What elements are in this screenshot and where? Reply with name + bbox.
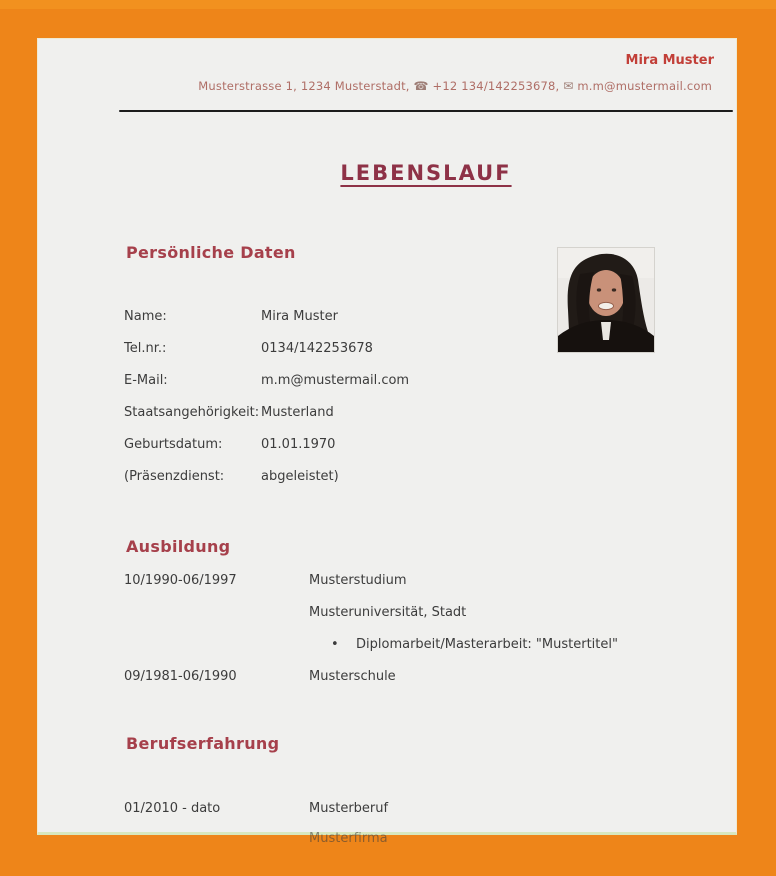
field-label: Geburtsdatum: bbox=[124, 437, 223, 452]
experience-company-clipped: Musterfirma bbox=[309, 831, 388, 846]
phone-icon: ☎ bbox=[413, 79, 429, 93]
personal-row-military-service bbox=[124, 469, 554, 501]
contact-email: m.m@mustermail.com bbox=[577, 79, 712, 93]
education-period: 10/1990-06/1997 bbox=[124, 573, 237, 588]
experience-period: 01/2010 - dato bbox=[124, 801, 221, 816]
personal-row-nationality bbox=[124, 405, 554, 437]
photo-right-eye bbox=[612, 288, 616, 291]
field-value: m.m@mustermail.com bbox=[261, 373, 410, 388]
field-value: Musterland bbox=[261, 405, 334, 420]
portrait-photo bbox=[557, 247, 655, 353]
personal-row-email bbox=[124, 373, 554, 405]
education-bullet-item bbox=[331, 637, 618, 652]
field-label: Name: bbox=[124, 309, 167, 324]
field-label: E-Mail: bbox=[124, 373, 168, 388]
orange-frame-top bbox=[0, 0, 776, 9]
field-value: abgeleistet) bbox=[261, 469, 339, 484]
field-label: Tel.nr.: bbox=[124, 341, 167, 356]
field-value: Mira Muster bbox=[261, 309, 338, 324]
cv-page bbox=[37, 38, 737, 846]
header-divider-line bbox=[119, 110, 733, 112]
header-contact-line bbox=[198, 79, 712, 93]
personal-row-phone bbox=[124, 341, 554, 373]
education-title: Musterschule bbox=[309, 669, 396, 684]
portrait-photo-illustration bbox=[558, 248, 654, 352]
contact-phone: +12 134/142253678, bbox=[432, 79, 560, 93]
photo-smile bbox=[599, 302, 614, 309]
field-label: Staatsangehörigkeit: bbox=[124, 405, 260, 420]
section-heading-personal: Persönliche Daten bbox=[126, 243, 296, 262]
field-value: 0134/142253678 bbox=[261, 341, 373, 356]
personal-row-name bbox=[124, 309, 554, 341]
personal-data-table bbox=[124, 309, 554, 501]
education-period: 09/1981-06/1990 bbox=[124, 669, 237, 684]
section-heading-education: Ausbildung bbox=[126, 537, 231, 556]
education-institution: Musteruniversität, Stadt bbox=[309, 605, 467, 620]
page-title: LEBENSLAUF bbox=[340, 161, 512, 185]
field-label: (Präsenzdienst: bbox=[124, 469, 225, 484]
section-heading-experience: Berufserfahrung bbox=[126, 734, 280, 753]
experience-title: Musterberuf bbox=[309, 801, 389, 816]
photo-left-eye bbox=[597, 288, 601, 291]
field-value: 01.01.1970 bbox=[261, 437, 336, 452]
envelope-icon: ✉ bbox=[563, 79, 574, 93]
bullet-icon: • bbox=[331, 637, 339, 652]
contact-address: Musterstrasse 1, 1234 Musterstadt, bbox=[198, 79, 410, 93]
personal-row-birthdate bbox=[124, 437, 554, 469]
education-bullet-text: Diplomarbeit/Masterarbeit: "Mustertitel" bbox=[356, 637, 618, 652]
education-title: Musterstudium bbox=[309, 573, 407, 588]
header-name: Mira Muster bbox=[625, 53, 714, 68]
